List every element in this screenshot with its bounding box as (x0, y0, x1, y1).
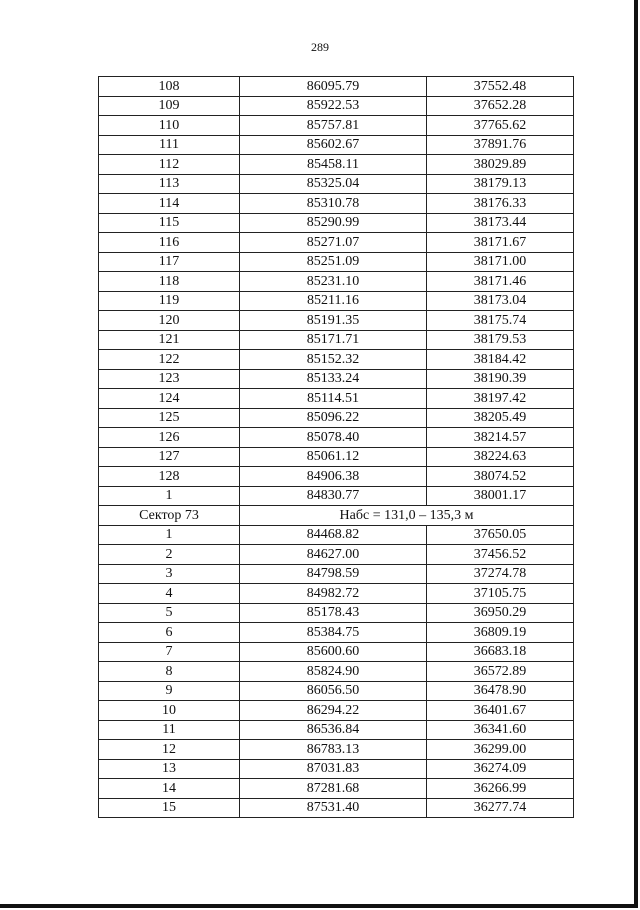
point-number-cell: 15 (99, 798, 240, 818)
table-row (99, 272, 574, 292)
y-coordinate-cell: 38171.46 (427, 272, 574, 292)
y-coordinate-cell: 38074.52 (427, 467, 574, 487)
x-coordinate-cell: 85251.09 (240, 252, 427, 272)
point-number-cell: 109 (99, 96, 240, 116)
y-coordinate-cell: 38176.33 (427, 194, 574, 214)
x-coordinate-cell: 86783.13 (240, 740, 427, 760)
table-row (99, 213, 574, 233)
table-row (99, 740, 574, 760)
x-coordinate-cell: 85757.81 (240, 116, 427, 136)
y-coordinate-cell: 38205.49 (427, 408, 574, 428)
point-number-cell: 117 (99, 252, 240, 272)
point-number-cell: 6 (99, 623, 240, 643)
y-coordinate-cell: 38173.04 (427, 291, 574, 311)
y-coordinate-cell: 38173.44 (427, 213, 574, 233)
table-row (99, 116, 574, 136)
x-coordinate-cell: 85290.99 (240, 213, 427, 233)
point-number-cell: 110 (99, 116, 240, 136)
y-coordinate-cell: 37652.28 (427, 96, 574, 116)
x-coordinate-cell: 85922.53 (240, 96, 427, 116)
table-row (99, 720, 574, 740)
y-coordinate-cell: 36809.19 (427, 623, 574, 643)
point-number-cell: 2 (99, 545, 240, 565)
sector-header-row (99, 506, 574, 526)
y-coordinate-cell: 37274.78 (427, 564, 574, 584)
x-coordinate-cell: 86536.84 (240, 720, 427, 740)
table-row (99, 759, 574, 779)
point-number-cell: 127 (99, 447, 240, 467)
y-coordinate-cell: 37765.62 (427, 116, 574, 136)
y-coordinate-cell: 38179.13 (427, 174, 574, 194)
y-coordinate-cell: 36341.60 (427, 720, 574, 740)
x-coordinate-cell: 85310.78 (240, 194, 427, 214)
x-coordinate-cell: 85078.40 (240, 428, 427, 448)
table-row (99, 350, 574, 370)
x-coordinate-cell: 87531.40 (240, 798, 427, 818)
x-coordinate-cell: 84627.00 (240, 545, 427, 565)
x-coordinate-cell: 85384.75 (240, 623, 427, 643)
y-coordinate-cell: 38179.53 (427, 330, 574, 350)
x-coordinate-cell: 84982.72 (240, 584, 427, 604)
point-number-cell: 121 (99, 330, 240, 350)
table-row (99, 701, 574, 721)
point-number-cell: 11 (99, 720, 240, 740)
y-coordinate-cell: 38197.42 (427, 389, 574, 409)
point-number-cell: 111 (99, 135, 240, 155)
point-number-cell: 108 (99, 77, 240, 97)
table-row (99, 135, 574, 155)
x-coordinate-cell: 84906.38 (240, 467, 427, 487)
y-coordinate-cell: 38224.63 (427, 447, 574, 467)
y-coordinate-cell: 36266.99 (427, 779, 574, 799)
table-row (99, 623, 574, 643)
table-row (99, 389, 574, 409)
x-coordinate-cell: 85271.07 (240, 233, 427, 253)
table-row (99, 252, 574, 272)
point-number-cell: 125 (99, 408, 240, 428)
x-coordinate-cell: 86095.79 (240, 77, 427, 97)
table-row (99, 311, 574, 331)
point-number-cell: 124 (99, 389, 240, 409)
y-coordinate-cell: 36683.18 (427, 642, 574, 662)
point-number-cell: 9 (99, 681, 240, 701)
table-row (99, 428, 574, 448)
point-number-cell: 1 (99, 525, 240, 545)
x-coordinate-cell: 84830.77 (240, 486, 427, 506)
sector-height-range: Набс = 131,0 – 135,3 м (240, 506, 574, 526)
x-coordinate-cell: 85096.22 (240, 408, 427, 428)
y-coordinate-cell: 38029.89 (427, 155, 574, 175)
y-coordinate-cell: 38171.00 (427, 252, 574, 272)
point-number-cell: 14 (99, 779, 240, 799)
y-coordinate-cell: 37891.76 (427, 135, 574, 155)
y-coordinate-cell: 38184.42 (427, 350, 574, 370)
x-coordinate-cell: 85061.12 (240, 447, 427, 467)
y-coordinate-cell: 36274.09 (427, 759, 574, 779)
point-number-cell: 113 (99, 174, 240, 194)
point-number-cell: 118 (99, 272, 240, 292)
x-coordinate-cell: 85458.11 (240, 155, 427, 175)
x-coordinate-cell: 86056.50 (240, 681, 427, 701)
point-number-cell: 4 (99, 584, 240, 604)
y-coordinate-cell: 36277.74 (427, 798, 574, 818)
y-coordinate-cell: 38190.39 (427, 369, 574, 389)
table-row (99, 174, 574, 194)
y-coordinate-cell: 36478.90 (427, 681, 574, 701)
table-row (99, 233, 574, 253)
y-coordinate-cell: 37552.48 (427, 77, 574, 97)
y-coordinate-cell: 37105.75 (427, 584, 574, 604)
table-row (99, 486, 574, 506)
table-row (99, 408, 574, 428)
x-coordinate-cell: 87031.83 (240, 759, 427, 779)
y-coordinate-cell: 36401.67 (427, 701, 574, 721)
table-row (99, 603, 574, 623)
x-coordinate-cell: 85178.43 (240, 603, 427, 623)
x-coordinate-cell: 85211.16 (240, 291, 427, 311)
table-row (99, 447, 574, 467)
sector-label: Сектор 73 (99, 506, 240, 526)
table-row (99, 798, 574, 818)
coordinates-table (98, 76, 574, 818)
x-coordinate-cell: 85325.04 (240, 174, 427, 194)
point-number-cell: 115 (99, 213, 240, 233)
point-number-cell: 8 (99, 662, 240, 682)
table-row (99, 779, 574, 799)
table-row (99, 662, 574, 682)
table-row (99, 545, 574, 565)
y-coordinate-cell: 36950.29 (427, 603, 574, 623)
x-coordinate-cell: 85114.51 (240, 389, 427, 409)
point-number-cell: 112 (99, 155, 240, 175)
table-row (99, 564, 574, 584)
y-coordinate-cell: 38175.74 (427, 311, 574, 331)
point-number-cell: 123 (99, 369, 240, 389)
y-coordinate-cell: 36572.89 (427, 662, 574, 682)
table-row (99, 330, 574, 350)
point-number-cell: 120 (99, 311, 240, 331)
coordinates-table-body (99, 77, 574, 818)
y-coordinate-cell: 38171.67 (427, 233, 574, 253)
point-number-cell: 3 (99, 564, 240, 584)
point-number-cell: 7 (99, 642, 240, 662)
table-row (99, 467, 574, 487)
y-coordinate-cell: 37456.52 (427, 545, 574, 565)
x-coordinate-cell: 85824.90 (240, 662, 427, 682)
table-row (99, 77, 574, 97)
x-coordinate-cell: 85171.71 (240, 330, 427, 350)
x-coordinate-cell: 84798.59 (240, 564, 427, 584)
x-coordinate-cell: 86294.22 (240, 701, 427, 721)
table-row (99, 291, 574, 311)
table-row (99, 525, 574, 545)
y-coordinate-cell: 36299.00 (427, 740, 574, 760)
table-row (99, 369, 574, 389)
table-row (99, 155, 574, 175)
x-coordinate-cell: 85602.67 (240, 135, 427, 155)
point-number-cell: 119 (99, 291, 240, 311)
table-row (99, 642, 574, 662)
x-coordinate-cell: 85191.35 (240, 311, 427, 331)
x-coordinate-cell: 84468.82 (240, 525, 427, 545)
table-row (99, 584, 574, 604)
point-number-cell: 116 (99, 233, 240, 253)
y-coordinate-cell: 38214.57 (427, 428, 574, 448)
point-number-cell: 128 (99, 467, 240, 487)
y-coordinate-cell: 38001.17 (427, 486, 574, 506)
point-number-cell: 122 (99, 350, 240, 370)
point-number-cell: 13 (99, 759, 240, 779)
x-coordinate-cell: 85600.60 (240, 642, 427, 662)
point-number-cell: 12 (99, 740, 240, 760)
point-number-cell: 10 (99, 701, 240, 721)
table-row (99, 194, 574, 214)
point-number-cell: 114 (99, 194, 240, 214)
point-number-cell: 5 (99, 603, 240, 623)
page-number: 289 (311, 40, 329, 54)
point-number-cell: 126 (99, 428, 240, 448)
table-row (99, 681, 574, 701)
point-number-cell: 1 (99, 486, 240, 506)
x-coordinate-cell: 85133.24 (240, 369, 427, 389)
x-coordinate-cell: 85152.32 (240, 350, 427, 370)
y-coordinate-cell: 37650.05 (427, 525, 574, 545)
x-coordinate-cell: 85231.10 (240, 272, 427, 292)
table-row (99, 96, 574, 116)
x-coordinate-cell: 87281.68 (240, 779, 427, 799)
